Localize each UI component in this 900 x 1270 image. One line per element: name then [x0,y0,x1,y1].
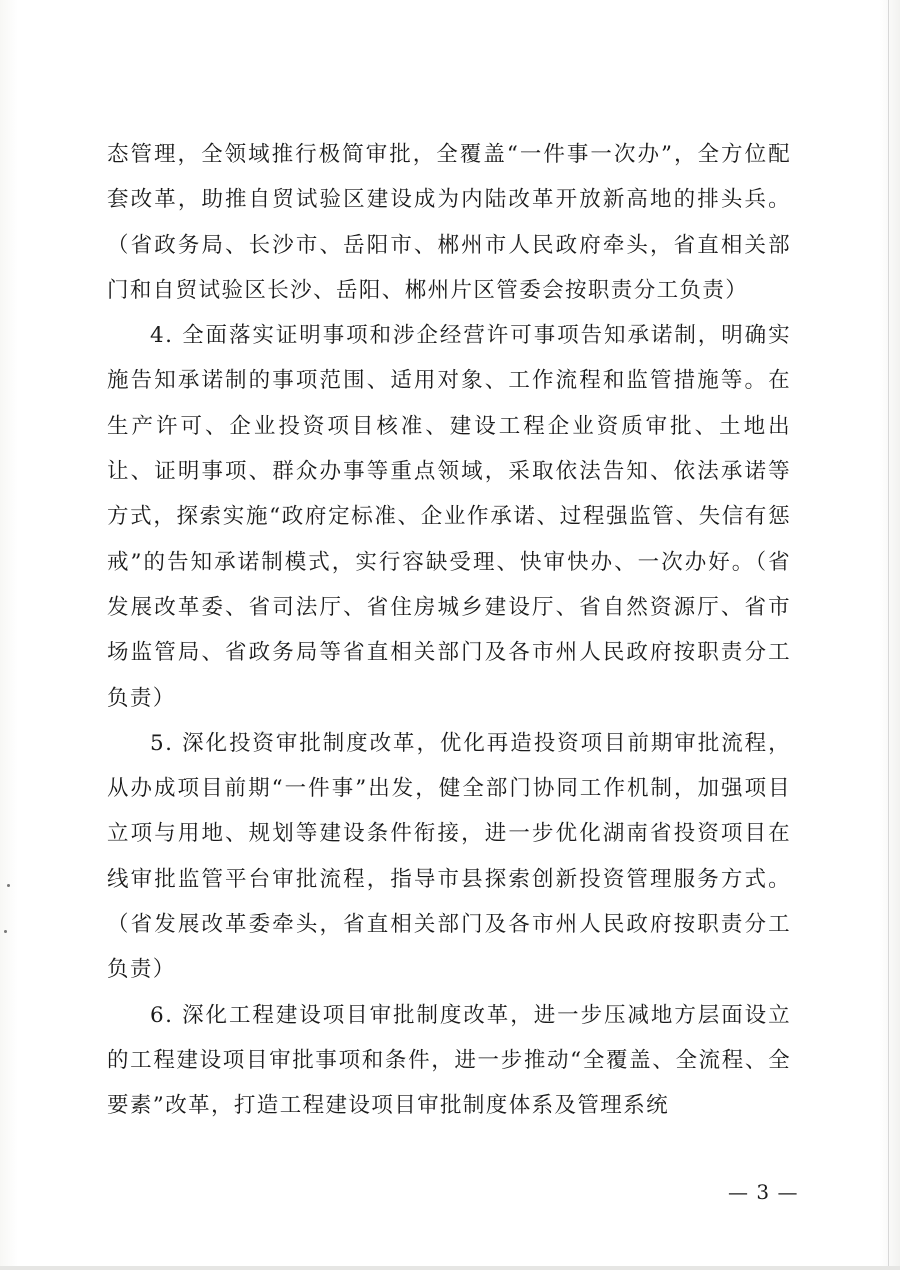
page-bottom-edge [0,1266,900,1270]
scan-speck [7,884,10,887]
paragraph-item-5: 5. 深化投资审批制度改革，优化再造投资项目前期审批流程，从办成项目前期“一件事”出发，健全部门协同工作机制，加强项目立项与用地、规划等建设条件衔接，进一步优化湖南省投资项目在线审批监管平台审批流程，指导市县探索创新投资管理服务方式。（省发展改革委牵头，省直相关部门及各市州人民政府按职责分工负责） [107,730,791,983]
paragraph-continuation: 态管理，全领域推行极简审批，全覆盖“一件事一次办”，全方位配套改革，助推自贸试验区建设成为内陆改革开放新高地的排头兵。（省政务局、长沙市、岳阳市、郴州市人民政府牵头，省直相关部门和自贸试验区长沙、岳阳、郴州片区管委会按职责分工负责） [107,142,791,303]
paragraph-item-6: 6. 深化工程建设项目审批制度改革，进一步压减地方层面设立的工程建设项目审批事项和条件，进一步推动“全覆盖、全流程、全要素”改革，打造工程建设项目审批制度体系及管理系统 [107,1002,791,1119]
document-body [107,132,791,1129]
scan-speck [4,930,7,933]
page-edge-shadow [888,0,889,1270]
page-number: — 3 — [728,1180,799,1204]
paragraph-item-4: 4. 全面落实证明事项和涉企经营许可事项告知承诺制，明确实施告知承诺制的事项范围、适用对象、工作流程和监管措施等。在生产许可、企业投资项目核准、建设工程企业资质审批、土地出让、证明事项、群众办事等重点领域，采取依法告知、依法承诺等方式，探索实施“政府定标准、企业作承诺、过程强监管、失信有惩戒”的告知承诺制模式，实行容缺受理、快审快办、一次办好。（省发展改革委、省司法厅、省住房城乡建设厅、省自然资源厅、省市场监管局、省政务局等省直相关部门及各市州人民政府按职责分工负责） [107,323,791,711]
